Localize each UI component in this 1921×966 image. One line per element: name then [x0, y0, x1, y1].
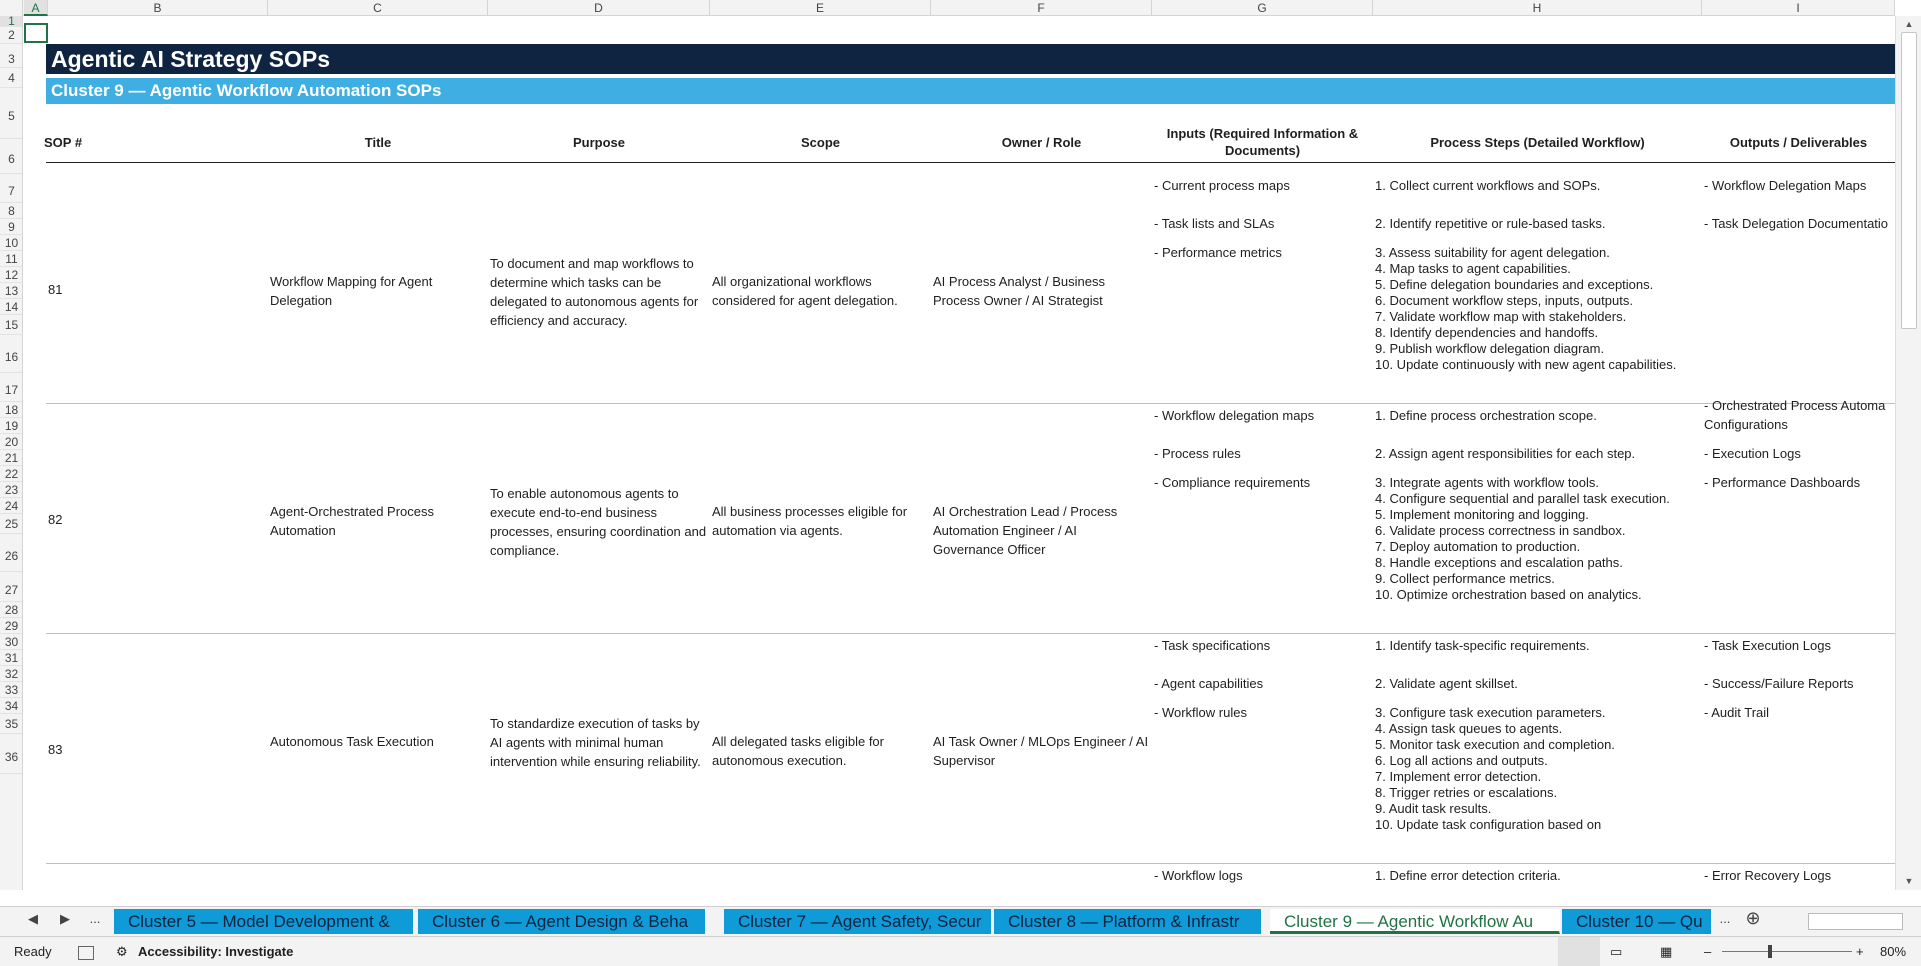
sop-scope[interactable]: All business processes eligible for automation via agents.: [712, 504, 908, 538]
header-purpose[interactable]: Purpose: [572, 135, 625, 150]
sop-owner[interactable]: AI Process Analyst / Business Process Owner / AI Strategist: [933, 274, 1105, 308]
row-separator: [46, 633, 1895, 634]
row-header-23[interactable]: 23: [0, 482, 23, 498]
col-header-f[interactable]: F: [931, 0, 1152, 16]
zoom-slider-thumb[interactable]: [1768, 945, 1772, 958]
row-header-31[interactable]: 31: [0, 650, 23, 666]
sop-input-item[interactable]: - Compliance requirements: [1154, 475, 1311, 490]
status-ready: Ready: [14, 944, 52, 959]
sop-process-step[interactable]: 10. Update task configuration based on: [1375, 817, 1602, 832]
page-break-view-icon[interactable]: ▦: [1660, 944, 1673, 959]
column-header-bar: [0, 0, 1895, 16]
tab-more-left-button[interactable]: ...: [89, 911, 101, 926]
header-process-steps[interactable]: Process Steps (Detailed Workflow): [1430, 135, 1645, 150]
row-header-30[interactable]: 30: [0, 634, 23, 650]
sop-input-item[interactable]: - Workflow rules: [1154, 705, 1247, 720]
sop-process-step[interactable]: 8. Trigger retries or escalations.: [1375, 785, 1558, 800]
row-header-9[interactable]: 9: [0, 219, 23, 235]
sop-input-item[interactable]: - Performance metrics: [1154, 245, 1282, 260]
col-header-g[interactable]: G: [1152, 0, 1373, 16]
row-header-10[interactable]: 10: [0, 235, 23, 251]
row-header-7[interactable]: 7: [0, 174, 23, 203]
row-header-13[interactable]: 13: [0, 283, 23, 299]
row-header-3[interactable]: 3: [0, 44, 23, 68]
vertical-scrollbar[interactable]: [1895, 16, 1921, 890]
accessibility-icon[interactable]: ⚙: [116, 944, 128, 959]
normal-view-icon[interactable]: [1558, 937, 1600, 966]
row-header-16[interactable]: 16: [0, 335, 23, 373]
sop-process-step[interactable]: 10. Update continuously with new agent capabilities.: [1375, 357, 1677, 372]
sop-title[interactable]: Agent-Orchestrated Process Automation: [270, 504, 435, 538]
row-header-28[interactable]: 28: [0, 602, 23, 618]
sheet-tab-6[interactable]: Cluster 6 — Agent Design & Beha: [418, 909, 706, 934]
sop-process-step[interactable]: 9. Collect performance metrics.: [1375, 571, 1555, 586]
row-header-29[interactable]: 29: [0, 618, 23, 634]
col-header-e[interactable]: E: [710, 0, 931, 16]
sop-owner[interactable]: AI Orchestration Lead / Process Automation Engineer / AI Governance Officer: [933, 504, 1118, 557]
sop-process-step[interactable]: 4. Assign task queues to agents.: [1375, 721, 1563, 736]
sop-process-step[interactable]: 8. Identify dependencies and handoffs.: [1375, 325, 1599, 340]
col-header-d[interactable]: D: [488, 0, 710, 16]
sop-output-item[interactable]: - Error Recovery Logs: [1704, 868, 1832, 883]
sop-number[interactable]: 82: [48, 512, 63, 527]
sop-process-step[interactable]: 4. Configure sequential and parallel task execution.: [1375, 491, 1670, 506]
sop-purpose[interactable]: To document and map workflows to determine which tasks can be delegated to autonomous agents for efficiency and accuracy.: [490, 256, 699, 328]
row-header-19[interactable]: 19: [0, 418, 23, 434]
sop-output-item[interactable]: - Success/Failure Reports: [1704, 676, 1854, 691]
row-header-12[interactable]: 12: [0, 267, 23, 283]
col-header-b[interactable]: B: [48, 0, 268, 16]
sop-process-step[interactable]: 1. Identify task-specific requirements.: [1375, 638, 1590, 653]
sop-owner[interactable]: AI Task Owner / MLOps Engineer / AI Supervisor: [933, 734, 1149, 768]
row-header-26[interactable]: 26: [0, 534, 23, 572]
sheet-tab-9[interactable]: Cluster 9 — Agentic Workflow Au: [1270, 909, 1560, 934]
sheet-tab-10[interactable]: Cluster 10 — Qu: [1562, 909, 1712, 934]
sop-process-step[interactable]: 6. Validate process correctness in sandbox.: [1375, 523, 1626, 538]
row-header-25[interactable]: 25: [0, 514, 23, 534]
sop-purpose[interactable]: To enable autonomous agents to execute end-to-end business processes, ensuring coordination and compliance.: [490, 486, 707, 558]
row-header-22[interactable]: 22: [0, 466, 23, 482]
sop-process-step[interactable]: 5. Monitor task execution and completion.: [1375, 737, 1615, 752]
sop-input-item[interactable]: - Task specifications: [1154, 638, 1271, 653]
row-header-32[interactable]: 32: [0, 666, 23, 682]
sheet-tab-5[interactable]: Cluster 5 — Model Development &: [114, 909, 414, 934]
row-header-33[interactable]: 33: [0, 682, 23, 698]
sop-output-item[interactable]: - Task Delegation Documentatio: [1704, 216, 1889, 231]
sheet-tab-7[interactable]: Cluster 7 — Agent Safety, Secur: [724, 909, 992, 934]
sop-output-item[interactable]: - Workflow Delegation Maps: [1704, 178, 1867, 193]
sop-process-step[interactable]: 7. Validate workflow map with stakeholders.: [1375, 309, 1627, 324]
row-header-27[interactable]: 27: [0, 572, 23, 602]
sheet-subtitle[interactable]: Cluster 9 — Agentic Workflow Automation SOPs: [46, 78, 1895, 104]
header-inputs[interactable]: Inputs (Required Information & Documents): [1166, 126, 1359, 158]
sop-process-step[interactable]: 4. Map tasks to agent capabilities.: [1375, 261, 1571, 276]
sop-process-step[interactable]: 1. Collect current workflows and SOPs.: [1375, 178, 1601, 193]
row-header-15[interactable]: 15: [0, 315, 23, 335]
status-bar: [0, 936, 1921, 966]
col-header-h[interactable]: H: [1373, 0, 1702, 16]
sop-process-step[interactable]: 3. Configure task execution parameters.: [1375, 705, 1606, 720]
zoom-out-button[interactable]: –: [1704, 944, 1712, 959]
header-owner[interactable]: Owner / Role: [1001, 135, 1082, 150]
zoom-slider[interactable]: [1722, 951, 1852, 952]
sop-process-step[interactable]: 1. Define error detection criteria.: [1375, 868, 1561, 883]
row-header-34[interactable]: 34: [0, 698, 23, 714]
col-header-c[interactable]: C: [268, 0, 488, 16]
sop-input-item[interactable]: - Process rules: [1154, 446, 1241, 461]
tab-more-right-button[interactable]: ...: [1719, 911, 1731, 926]
sop-process-step[interactable]: 9. Publish workflow delegation diagram.: [1375, 341, 1605, 356]
sop-scope[interactable]: All delegated tasks eligible for autonomous execution.: [712, 734, 884, 768]
sop-process-step[interactable]: 5. Implement monitoring and logging.: [1375, 507, 1589, 522]
col-header-i[interactable]: I: [1702, 0, 1895, 16]
sop-input-item[interactable]: - Workflow delegation maps: [1154, 408, 1315, 423]
vertical-scroll-thumb[interactable]: [1901, 32, 1917, 329]
header-sop-number[interactable]: SOP #: [44, 135, 83, 150]
sop-title[interactable]: Workflow Mapping for Agent Delegation: [270, 274, 433, 308]
sop-number[interactable]: 81: [48, 282, 63, 297]
sop-process-step[interactable]: 3. Integrate agents with workflow tools.: [1375, 475, 1600, 490]
page-layout-view-icon[interactable]: ▭: [1610, 944, 1623, 959]
macro-record-icon[interactable]: [78, 946, 94, 960]
sop-process-step[interactable]: 2. Assign agent responsibilities for each step.: [1375, 446, 1636, 461]
sop-scope[interactable]: All organizational workflows considered for agent delegation.: [712, 274, 898, 308]
sop-purpose[interactable]: To standardize execution of tasks by AI agents with minimal human intervention while ensuring reliability.: [490, 716, 701, 769]
header-outputs[interactable]: Outputs / Deliverables: [1729, 135, 1868, 150]
sheet-tab-bar: [0, 906, 1921, 936]
row-header-24[interactable]: 24: [0, 498, 23, 514]
sop-process-step[interactable]: 6. Document workflow steps, inputs, outputs.: [1375, 293, 1633, 308]
row-header-18[interactable]: 18: [0, 402, 23, 418]
sop-title[interactable]: Autonomous Task Execution: [270, 734, 434, 749]
row-header-20[interactable]: 20: [0, 434, 23, 450]
sop-process-step[interactable]: 5. Define delegation boundaries and exceptions.: [1375, 277, 1654, 292]
row-separator: [46, 863, 1895, 864]
sop-output-item[interactable]: - Task Execution Logs: [1704, 638, 1831, 653]
zoom-level[interactable]: 80%: [1880, 944, 1907, 959]
header-underline: [46, 162, 1895, 163]
row-header-11[interactable]: 11: [0, 251, 23, 267]
horizontal-scrollbar[interactable]: [1808, 913, 1903, 930]
sop-process-step[interactable]: 6. Log all actions and outputs.: [1375, 753, 1548, 768]
tab-scroll-left-icon[interactable]: ◀: [28, 911, 38, 926]
row-header-17[interactable]: 17: [0, 373, 23, 402]
col-header-a[interactable]: A: [24, 0, 48, 16]
scroll-up-icon[interactable]: ▲: [1904, 19, 1914, 29]
tab-scroll-right-icon[interactable]: ▶: [60, 911, 70, 926]
sop-output-item[interactable]: - Performance Dashboards: [1704, 475, 1861, 490]
row-header-5[interactable]: 5: [0, 88, 23, 139]
sop-output-item[interactable]: - Orchestrated Process Automa Configurations: [1704, 398, 1886, 432]
sop-process-step[interactable]: 8. Handle exceptions and escalation paths.: [1375, 555, 1623, 570]
sop-input-item[interactable]: - Current process maps: [1154, 178, 1290, 193]
sop-process-step[interactable]: 2. Validate agent skillset.: [1375, 676, 1518, 691]
row-header-21[interactable]: 21: [0, 450, 23, 466]
row-header-36[interactable]: 36: [0, 734, 23, 774]
add-sheet-icon[interactable]: ⊕: [1745, 908, 1761, 928]
row-header-2[interactable]: 2: [0, 27, 23, 44]
row-header-bar: [0, 16, 23, 890]
sheet-title[interactable]: Agentic AI Strategy SOPs: [46, 44, 1895, 74]
row-separator: [46, 403, 1895, 404]
select-all-corner[interactable]: [0, 0, 23, 16]
sop-process-step[interactable]: 9. Audit task results.: [1375, 801, 1492, 816]
header-scope[interactable]: Scope: [800, 135, 840, 150]
row-header-35[interactable]: 35: [0, 714, 23, 734]
sop-process-step[interactable]: 2. Identify repetitive or rule-based tasks.: [1375, 216, 1606, 231]
sop-process-step[interactable]: 10. Optimize orchestration based on analytics.: [1375, 587, 1642, 602]
sop-output-item[interactable]: - Audit Trail: [1704, 705, 1770, 720]
row-header-1[interactable]: 1: [0, 16, 23, 27]
active-cell-selection: [24, 23, 48, 43]
sop-process-step[interactable]: 3. Assess suitability for agent delegation.: [1375, 245, 1610, 260]
row-header-14[interactable]: 14: [0, 299, 23, 315]
sop-process-step[interactable]: 7. Implement error detection.: [1375, 769, 1542, 784]
row-header-4[interactable]: 4: [0, 68, 23, 88]
scroll-down-icon[interactable]: ▼: [1904, 876, 1914, 886]
sop-output-item[interactable]: - Execution Logs: [1704, 446, 1801, 461]
sop-process-step[interactable]: 7. Deploy automation to production.: [1375, 539, 1581, 554]
sop-input-item[interactable]: - Agent capabilities: [1154, 676, 1264, 691]
zoom-in-button[interactable]: +: [1856, 944, 1864, 959]
accessibility-status[interactable]: Accessibility: Investigate: [138, 944, 294, 959]
sop-input-item[interactable]: - Workflow logs: [1154, 868, 1243, 883]
row-header-8[interactable]: 8: [0, 203, 23, 219]
sop-process-step[interactable]: 1. Define process orchestration scope.: [1375, 408, 1597, 423]
sop-number[interactable]: 83: [48, 742, 63, 757]
sheet-grid[interactable]: [24, 16, 1895, 890]
sop-input-item[interactable]: - Task lists and SLAs: [1154, 216, 1275, 231]
header-title[interactable]: Title: [364, 135, 392, 150]
sheet-tab-8[interactable]: Cluster 8 — Platform & Infrastr: [994, 909, 1262, 934]
row-header-6[interactable]: 6: [0, 139, 23, 174]
